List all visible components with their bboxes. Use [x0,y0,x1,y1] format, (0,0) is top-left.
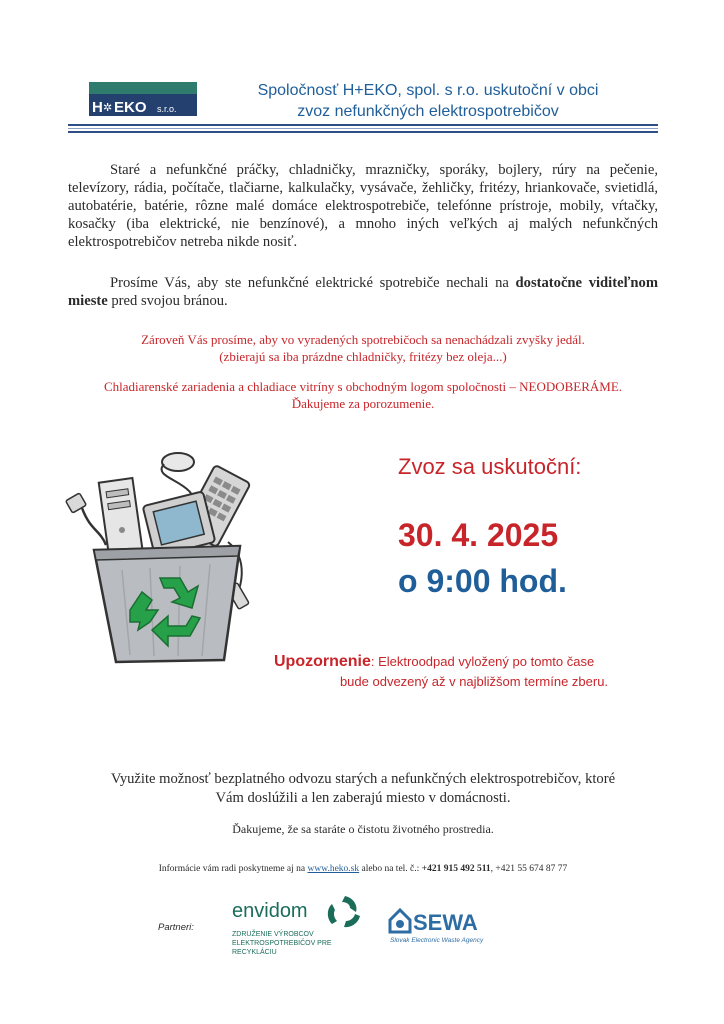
intro-paragraph [68,161,658,251]
partners-label: Partneri: [158,922,194,933]
contact-line [68,864,658,874]
cooling-notice-line1: Chladiarenské zariadenia a chladiace vitríny s obchodným logom spoločnosti – NEODOBERÁME. [103,379,623,394]
svg-text:s.r.o.: s.r.o. [157,104,177,114]
food-notice [80,331,646,365]
envidom-sub-line2: ELEKTROSPOTREBIČOV PRE RECYKLÁCIU [232,940,332,956]
request-text-end: pred svojou bránou. [107,293,228,309]
warning-line2: bude odvezený až v najbližšom termíne zberu. [339,674,609,689]
food-notice-line1: Zároveň Vás prosíme, aby vo vyradených spotrebičoch sa nenachádzali zvyšky jedál. [141,332,585,347]
warning-line1: : Elektroodpad vyložený po tomto čase [370,654,595,669]
pickup-label: Zvoz sa uskutoční: [398,454,582,479]
recycle-bin-illustration [60,450,280,675]
svg-text:✲: ✲ [103,102,113,114]
heko-logo [89,82,197,116]
thanks-text: Ďakujeme, že sa staráte o čistotu životného prostredia. [232,822,494,836]
phone-primary: +421 915 492 511 [421,864,491,874]
intro-text: Staré a nefunkčné práčky, chladničky, mrazničky, sporáky, bojlery, rúry na pečenie, televízory, rádia, počítače, tlačiarne, kalkulačky, vysávače, žehličky, fritézy, hriankovače, svietidlá, autobatérie, batérie, rôzne malé domáce elektrospotrebiče, telefónne prístroje, mobily, vŕtačky, kosačky (iba elektrické, nie benzínové), a mnoho iných veľkých aj malých nefunkčných elektrospotrebičov netreba nikde nosiť. [68,162,658,250]
request-text-start: Prosíme Vás, aby ste nefunkčné elektrické spotrebiče nechali na [110,275,516,291]
header-divider [68,124,658,133]
sewa-logo [386,900,508,946]
cooling-notice-line2: Ďakujeme za porozumenie. [291,396,435,411]
website-link[interactable]: www.heko.sk [307,864,360,874]
pickup-date: 30. 4. 2025 [398,517,559,553]
svg-text:EKO: EKO [114,99,147,116]
late-warning [274,652,674,692]
sewa-tagline: Slovak Electronic Waste Agency [390,937,484,944]
request-text-bold: dostatočne viditeľnom mieste [68,275,658,309]
envidom-subtitle [232,930,372,957]
header-title [200,80,656,122]
svg-text:H: H [92,99,103,116]
free-collection-offer [68,770,658,808]
sewa-wordmark: SEWA [413,910,478,935]
cooling-notice [68,378,658,412]
warning-label: Upozornenie [274,653,371,670]
pickup-time: o 9:00 hod. [398,563,567,599]
offer-line2: Vám doslúžili a len zaberajú miesto v domácnosti. [215,790,511,806]
envidom-sub-line1: ZDRUŽENIE VÝROBCOV [232,931,314,938]
envidom-logo-text: envidom [232,900,308,922]
header-title-line2: zvoz nefunkčných elektrospotrebičov [297,103,559,120]
header-title-line1: Spoločnosť H+EKO, spol. s r.o. uskutoční v obci [257,82,599,99]
food-notice-line2: (zbierajú sa iba prázdne chladničky, fritézy bez oleja...) [219,349,507,364]
offer-line1: Využite možnosť bezplatného odvozu starých a nefunkčných elektrospotrebičov, ktoré [110,771,616,787]
envidom-recycle-icon [324,894,366,930]
phone-secondary: , +421 55 674 87 77 [490,864,568,874]
contact-prefix: Informácie vám radi poskytneme aj na [158,864,308,874]
contact-mid: alebo na tel. č.: [359,864,422,874]
request-paragraph [68,274,658,310]
